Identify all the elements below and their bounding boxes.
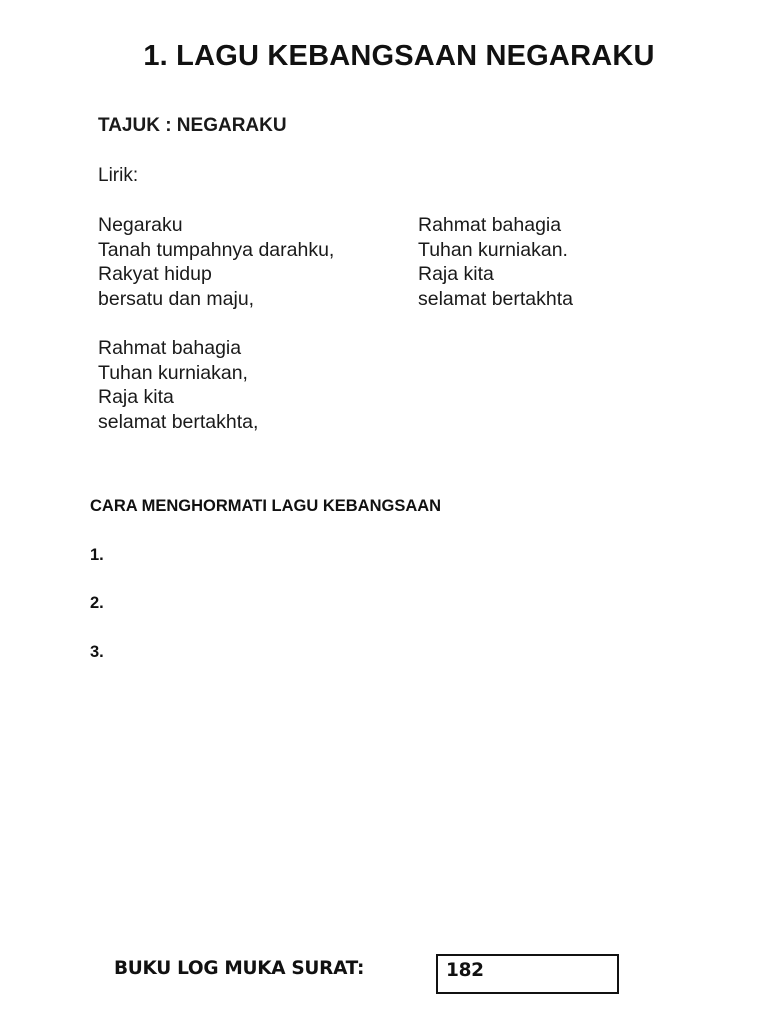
- lyric-line: Negaraku: [98, 214, 183, 236]
- lyric-line: selamat bertakhta,: [98, 411, 259, 434]
- lyric-line: Raja kita: [418, 263, 494, 286]
- song-title: TAJUK : NEGARAKU: [98, 115, 287, 136]
- section-heading: CARA MENGHORMATI LAGU KEBANGSAAN: [90, 497, 442, 515]
- lyrics-label: Lirik:: [98, 165, 139, 186]
- lyrics-stanza-3: [98, 336, 258, 435]
- lyric-line: Rahmat bahagia: [418, 214, 562, 236]
- lyric-line: Rakyat hidup: [98, 263, 212, 286]
- lyric-line: Tanah tumpahnya darahku,: [98, 238, 335, 261]
- lyric-line: selamat bertakhta: [418, 288, 574, 311]
- list-item-3: 3.: [90, 643, 104, 661]
- lyrics-stanza-1: [98, 213, 334, 312]
- lyric-line: bersatu dan maju,: [98, 288, 255, 311]
- log-book-page-label: BUKU LOG MUKA SURAT:: [114, 958, 365, 979]
- lyrics-stanza-2: [418, 213, 573, 312]
- page-number-box: [436, 954, 619, 994]
- lyric-line: Tuhan kurniakan.: [418, 238, 568, 261]
- lyric-line: Rahmat bahagia: [98, 337, 242, 359]
- page-number: 182: [446, 960, 484, 981]
- list-item-2: 2.: [90, 594, 104, 612]
- lyric-line: Raja kita: [98, 386, 174, 409]
- list-item-1: 1.: [90, 546, 104, 564]
- lyric-line: Tuhan kurniakan,: [98, 361, 248, 384]
- page-title: 1. LAGU KEBANGSAAN NEGARAKU: [143, 40, 655, 72]
